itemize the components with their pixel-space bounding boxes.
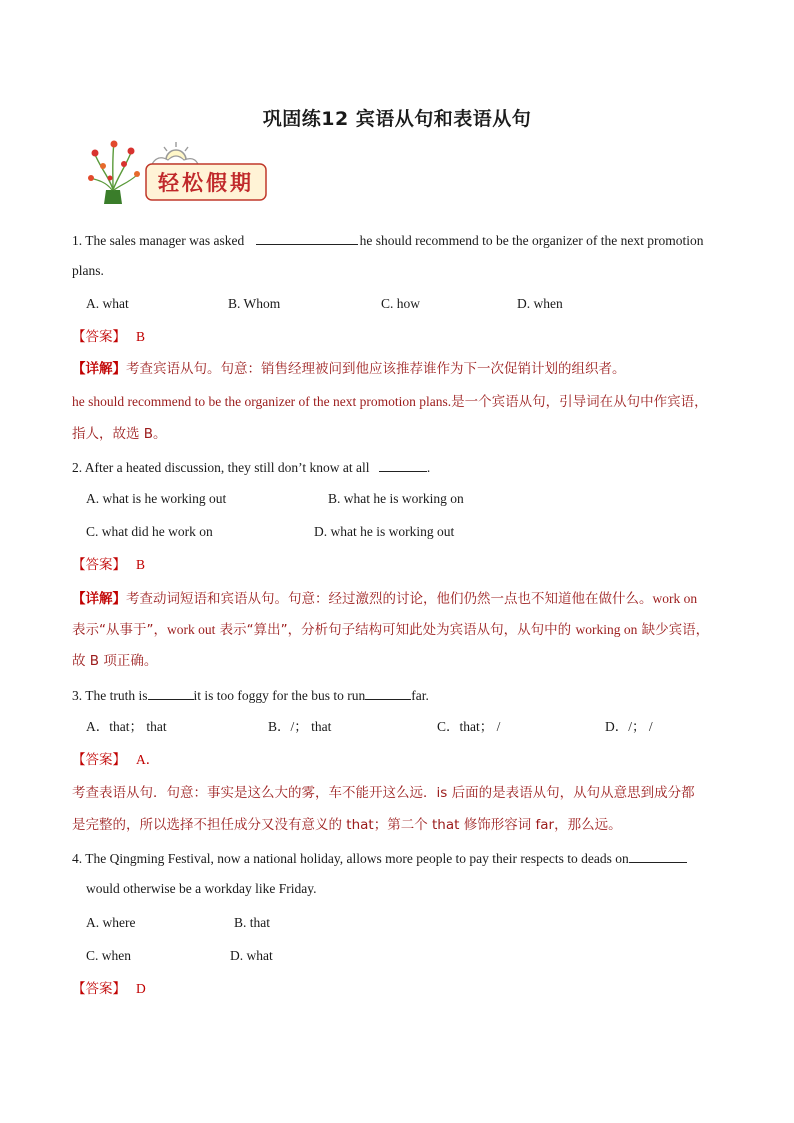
explanation-1-line-1: 【详解】考查宾语从句。句意：销售经理被问到他应该推荐谁作为下一次促销计划的组织者。	[72, 361, 626, 377]
option-c: C. how	[381, 296, 421, 311]
answer-1: 【答案】 B	[72, 329, 146, 345]
flower-pot-icon	[88, 141, 140, 205]
option-a: A. what is he working out	[86, 491, 227, 506]
option-c: C. when	[86, 948, 131, 963]
page-title: 巩固练12 宾语从句和表语从句	[262, 108, 532, 130]
answer-blank	[365, 686, 411, 700]
answer-2: 【答案】 B	[72, 557, 146, 573]
question-1-line-1: 1. The sales manager was asked he should recommend to be the organizer of the next promotion	[72, 233, 704, 248]
answer-blank	[256, 231, 358, 245]
sun-cloud-icon	[152, 142, 198, 164]
banner-text: 轻松假期	[158, 171, 254, 195]
answer-3: 【答案】 A．	[72, 752, 160, 768]
option-a: A．that； that	[86, 719, 167, 734]
option-b: B．/； that	[268, 719, 332, 734]
question-3-line-1: 3. The truth is it is too foggy for the bus to run far.	[72, 688, 429, 703]
answer-blank	[379, 458, 427, 472]
option-d: D. what	[230, 948, 273, 963]
explanation-3-line-2: 是完整的，所以选择不担任成分又没有意义的 that；第二个 that 修饰形容词 far，那么远。	[72, 817, 622, 833]
explanation-1-line-3: 指人，故选 B。	[72, 426, 167, 442]
question-4-line-2: would otherwise be a workday like Friday.	[86, 881, 317, 896]
question-1-line-2: plans.	[72, 263, 104, 278]
option-d: D．/； /	[605, 719, 653, 734]
explanation-2-line-1: 【详解】考查动词短语和宾语从句。句意：经过激烈的讨论，他们仍然一点也不知道他在做什么。work on	[72, 591, 698, 607]
answer-4: 【答案】 D	[72, 981, 146, 997]
option-c: C. what did he work on	[86, 524, 213, 539]
question-4-line-1: 4. The Qingming Festival, now a national holiday, allows more people to pay their respects to deads on	[72, 849, 687, 867]
option-d: D. what he is working out	[314, 524, 455, 539]
answer-blank	[148, 686, 194, 700]
option-a: A. where	[86, 915, 136, 930]
explanation-2-line-3: 故 B 项正确。	[72, 653, 158, 669]
option-b: B. what he is working on	[328, 491, 464, 506]
option-d: D. when	[517, 296, 563, 311]
option-a: A. what	[86, 296, 129, 311]
question-2-line-1: 2. After a heated discussion, they still don’t know at all .	[72, 460, 431, 475]
explanation-2-line-2: 表示“从事于”，work out 表示“算出”，分析句子结构可知此处为宾语从句，从句中的 working on 缺少宾语，	[72, 622, 710, 638]
holiday-banner	[86, 138, 272, 208]
option-c: C．that； /	[437, 719, 501, 734]
answer-blank	[629, 849, 687, 863]
explanation-1-line-2: he should recommend to be the organizer of the next promotion plans.是一个宾语从句，引导词在从句中作宾语，	[72, 394, 708, 410]
option-b: B. Whom	[228, 296, 281, 311]
option-b: B. that	[234, 915, 270, 930]
explanation-3-line-1: 考查表语从句．句意：事实是这么大的雾，车不能开这么远．is 后面的是表语从句，从句从意思到成分都	[72, 785, 695, 801]
